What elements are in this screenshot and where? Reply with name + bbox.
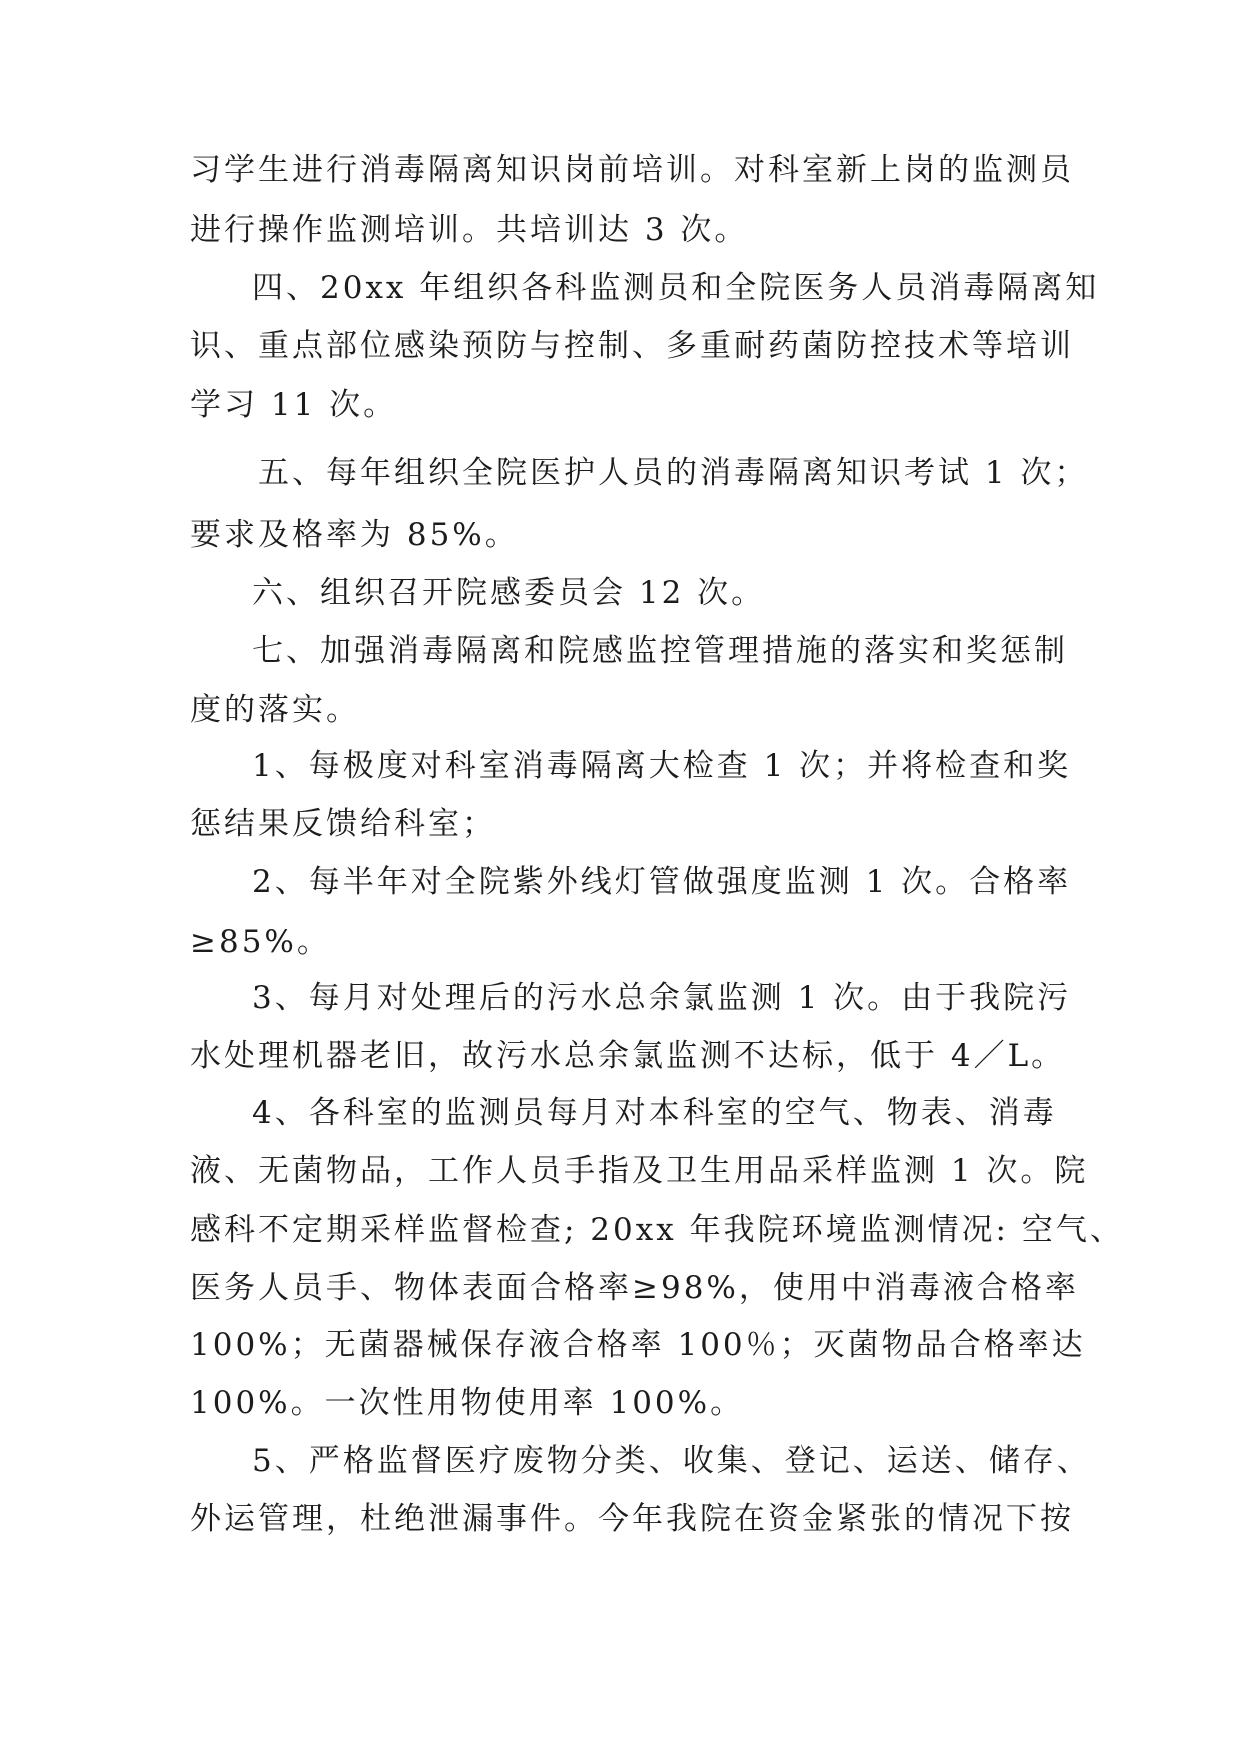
text-line: 外运管理，杜绝泄漏事件。今年我院在资金紧张的情况下按: [190, 1501, 1074, 1537]
text-line: 医务人员手、物体表面合格率≥98%，使用中消毒液合格率: [190, 1270, 1079, 1306]
text-line: 感科不定期采样监督检查; 20xx 年我院环境监测情况: 空气、: [190, 1212, 1124, 1248]
text-line: ≥85%。: [190, 924, 331, 960]
text-line: 水处理机器老旧，故污水总余氯监测不达标，低于 4／L。: [190, 1038, 1066, 1074]
text-line: 学习 11 次。: [190, 387, 398, 423]
text-line: 惩结果反馈给科室；: [190, 806, 496, 842]
text-line: 七、加强消毒隔离和院感监控管理措施的落实和奖惩制: [252, 633, 1068, 669]
text-line: 100%。一次性用物使用率 100%。: [190, 1385, 745, 1421]
text-line: 六、组织召开院感委员会 12 次。: [252, 575, 766, 611]
text-line: 习学生进行消毒隔离知识岗前培训。对科室新上岗的监测员: [190, 152, 1074, 188]
text-line: 识、重点部位感染预防与控制、多重耐药菌防控技术等培训: [190, 328, 1074, 364]
text-line: 要求及格率为 85%。: [190, 517, 519, 553]
text-line: 四、20xx 年组织各科监测员和全院医务人员消毒隔离知: [252, 270, 1100, 306]
text-line: 1、每极度对科室消毒隔离大检查 1 次；并将检查和奖: [252, 748, 1072, 784]
text-line: 5、严格监督医疗废物分类、收集、登记、运送、储存、: [252, 1443, 1091, 1479]
text-line: 度的落实。: [190, 692, 360, 728]
text-line: 100%；无菌器械保存液合格率 100％；灭菌物品合格率达: [190, 1327, 1086, 1363]
text-line: 4、各科室的监测员每月对本科室的空气、物表、消毒: [252, 1095, 1057, 1131]
text-line: 液、无菌物品，工作人员手指及卫生用品采样监测 1 次。院: [190, 1153, 1089, 1189]
text-line: 五、每年组织全院医护人员的消毒隔离知识考试 1 次；: [258, 455, 1089, 491]
text-line: 进行操作监测培训。共培训达 3 次。: [190, 212, 749, 248]
text-line: 2、每半年对全院紫外线灯管做强度监测 1 次。合格率: [252, 864, 1072, 900]
text-line: 3、每月对处理后的污水总余氯监测 1 次。由于我院污: [252, 980, 1072, 1016]
